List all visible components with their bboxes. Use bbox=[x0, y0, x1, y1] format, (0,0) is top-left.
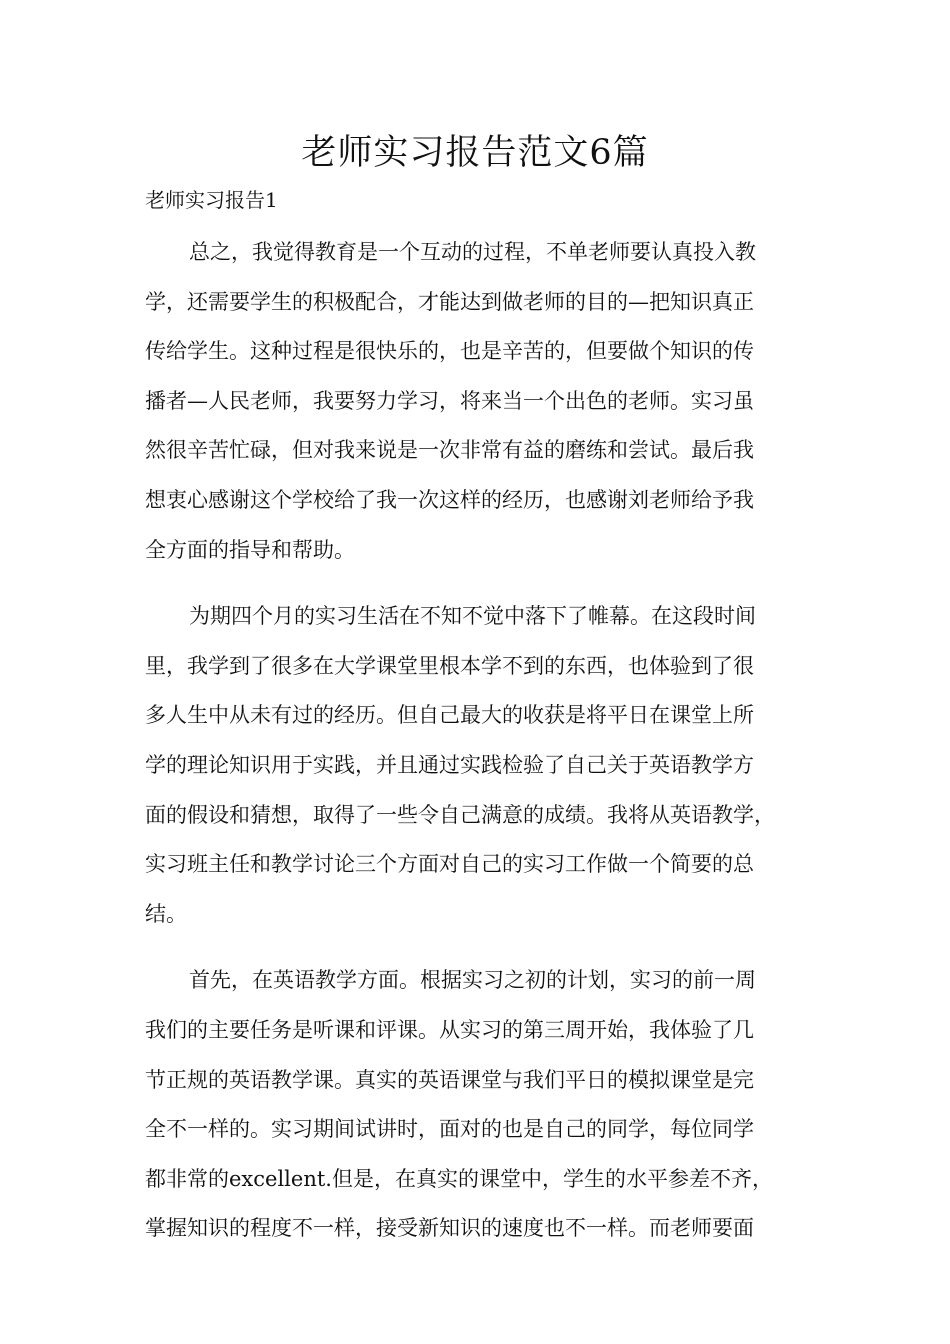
text-line: 学的理论知识用于实践，并且通过实践检验了自己关于英语教学方 bbox=[145, 752, 754, 777]
text-line: 实习班主任和教学讨论三个方面对自己的实习工作做一个简要的总 bbox=[145, 852, 754, 877]
text-line: 全不一样的。实习期间试讲时，面对的也是自己的同学，每位同学 bbox=[145, 1117, 754, 1142]
text-line: 想衷心感谢这个学校给了我一次这样的经历，也感谢刘老师给予我 bbox=[145, 487, 754, 512]
paragraph bbox=[145, 956, 815, 1254]
text-line: 都非常的excellent.但是，在真实的课堂中，学生的水平参差不齐， bbox=[145, 1166, 773, 1191]
text-line: 播者—人民老师，我要努力学习，将来当一个出色的老师。实习虽 bbox=[145, 388, 754, 413]
text-line: 面的假设和猜想，取得了一些令自己满意的成绩。我将从英语教学， bbox=[145, 802, 775, 827]
paragraph bbox=[145, 592, 815, 939]
text-line: 学，还需要学生的积极配合，才能达到做老师的目的—把知识真正 bbox=[145, 289, 754, 314]
text-line: 节正规的英语教学课。真实的英语课堂与我们平日的模拟课堂是完 bbox=[145, 1067, 754, 1092]
paragraph bbox=[145, 228, 815, 575]
text-line: 结。 bbox=[145, 901, 187, 926]
section-heading: 老师实习报告1 bbox=[145, 188, 278, 212]
text-line: 多人生中从未有过的经历。但自己最大的收获是将平日在课堂上所 bbox=[145, 703, 754, 728]
text-line: 全方面的指导和帮助。 bbox=[145, 537, 355, 562]
document-body bbox=[145, 228, 815, 1271]
document-title: 老师实习报告范文6篇 bbox=[301, 133, 649, 173]
text-line: 然很辛苦忙碌，但对我来说是一次非常有益的磨练和尝试。最后我 bbox=[145, 438, 754, 463]
text-line: 里，我学到了很多在大学课堂里根本学不到的东西，也体验到了很 bbox=[145, 653, 754, 678]
text-line: 首先，在英语教学方面。根据实习之初的计划，实习的前一周 bbox=[189, 968, 756, 993]
text-line: 总之，我觉得教育是一个互动的过程，不单老师要认真投入教 bbox=[189, 240, 756, 264]
text-line: 为期四个月的实习生活在不知不觉中落下了帷幕。在这段时间 bbox=[189, 604, 756, 629]
text-line: 我们的主要任务是听课和评课。从实习的第三周开始，我体验了几 bbox=[145, 1017, 754, 1042]
text-line: 掌握知识的程度不一样，接受新知识的速度也不一样。而老师要面 bbox=[145, 1216, 754, 1241]
text-line: 传给学生。这种过程是很快乐的，也是辛苦的，但要做个知识的传 bbox=[145, 339, 754, 364]
